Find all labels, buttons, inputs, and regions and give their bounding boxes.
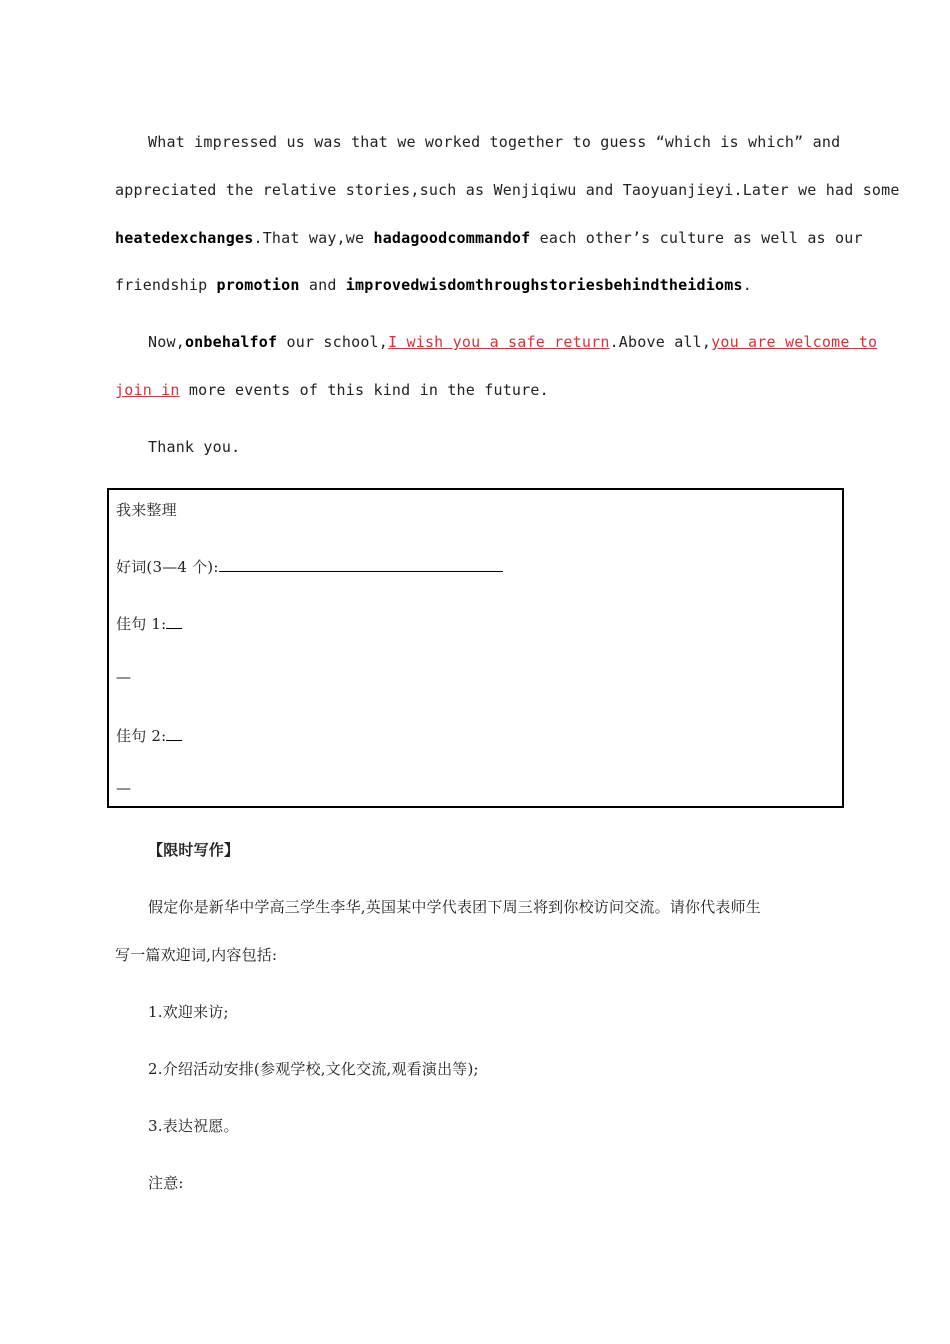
essay-line — [148, 133, 840, 151]
key-phrase: heatedexchanges — [115, 229, 254, 247]
task-item: 3.表达祝愿。 — [148, 1117, 239, 1135]
key-phrase: onbehalfof — [184, 333, 278, 351]
task-text: 写一篇欢迎词,内容包括: — [115, 946, 278, 964]
essay-closing — [148, 438, 240, 456]
sentence1-blank[interactable] — [166, 614, 182, 629]
essay-text: . — [742, 276, 752, 294]
essay-text: friendship — [115, 276, 217, 294]
highlighted-sentence: join in — [115, 381, 180, 399]
good-words-blank[interactable] — [219, 557, 503, 572]
essay-text: more events of this kind in the future. — [179, 381, 549, 399]
section-header: 【限时写作】 — [148, 841, 240, 859]
sentence1-continuation: — — [116, 668, 132, 686]
task-note: 注意: — [148, 1174, 184, 1192]
essay-line — [115, 381, 549, 399]
key-phrase: improvedwisdomthroughstoriesbehindtheidioms — [345, 276, 743, 294]
essay-text: Now, — [148, 333, 185, 351]
notes-title: 我来整理 — [116, 501, 177, 519]
essay-text: and — [299, 276, 346, 294]
sentence2-continuation: — — [116, 779, 132, 797]
essay-text: What impressed us was that we worked together to guess “which is which” and — [148, 133, 841, 151]
good-words-row — [116, 556, 503, 577]
essay-line — [115, 229, 863, 247]
highlighted-sentence: I wish you a safe return — [388, 333, 610, 351]
task-item: 1.欢迎来访; — [148, 1003, 229, 1021]
task-item: 2.介绍活动安排(参观学校,文化交流,观看演出等); — [148, 1060, 479, 1078]
sentence1-label: 佳句 1: — [116, 615, 167, 633]
notes-box — [107, 488, 844, 808]
essay-line — [115, 181, 900, 199]
good-words-label: 好词(3—4 个): — [116, 558, 219, 576]
essay-text: each other’s culture as well as our — [530, 229, 863, 247]
essay-text: appreciated the relative stories,such as Wenjiqiwu and Taoyuanjieyi.Later we had some — [115, 181, 900, 199]
sentence1-row — [116, 613, 182, 634]
essay-text: our school, — [277, 333, 389, 351]
essay-text: Thank you. — [148, 438, 241, 456]
essay-text: .That way,we — [253, 229, 374, 247]
key-phrase: promotion — [216, 276, 300, 294]
essay-text: .Above all, — [609, 333, 712, 351]
sentence2-blank[interactable] — [166, 726, 182, 741]
highlighted-sentence: you are welcome to — [711, 333, 878, 351]
essay-line — [148, 333, 877, 351]
sentence2-label: 佳句 2: — [116, 727, 167, 745]
sentence2-row — [116, 725, 182, 746]
essay-line — [115, 276, 752, 294]
task-text: 假定你是新华中学高三学生李华,英国某中学代表团下周三将到你校访问交流。请你代表师生 — [148, 898, 761, 916]
key-phrase: hadagoodcommandof — [373, 229, 531, 247]
